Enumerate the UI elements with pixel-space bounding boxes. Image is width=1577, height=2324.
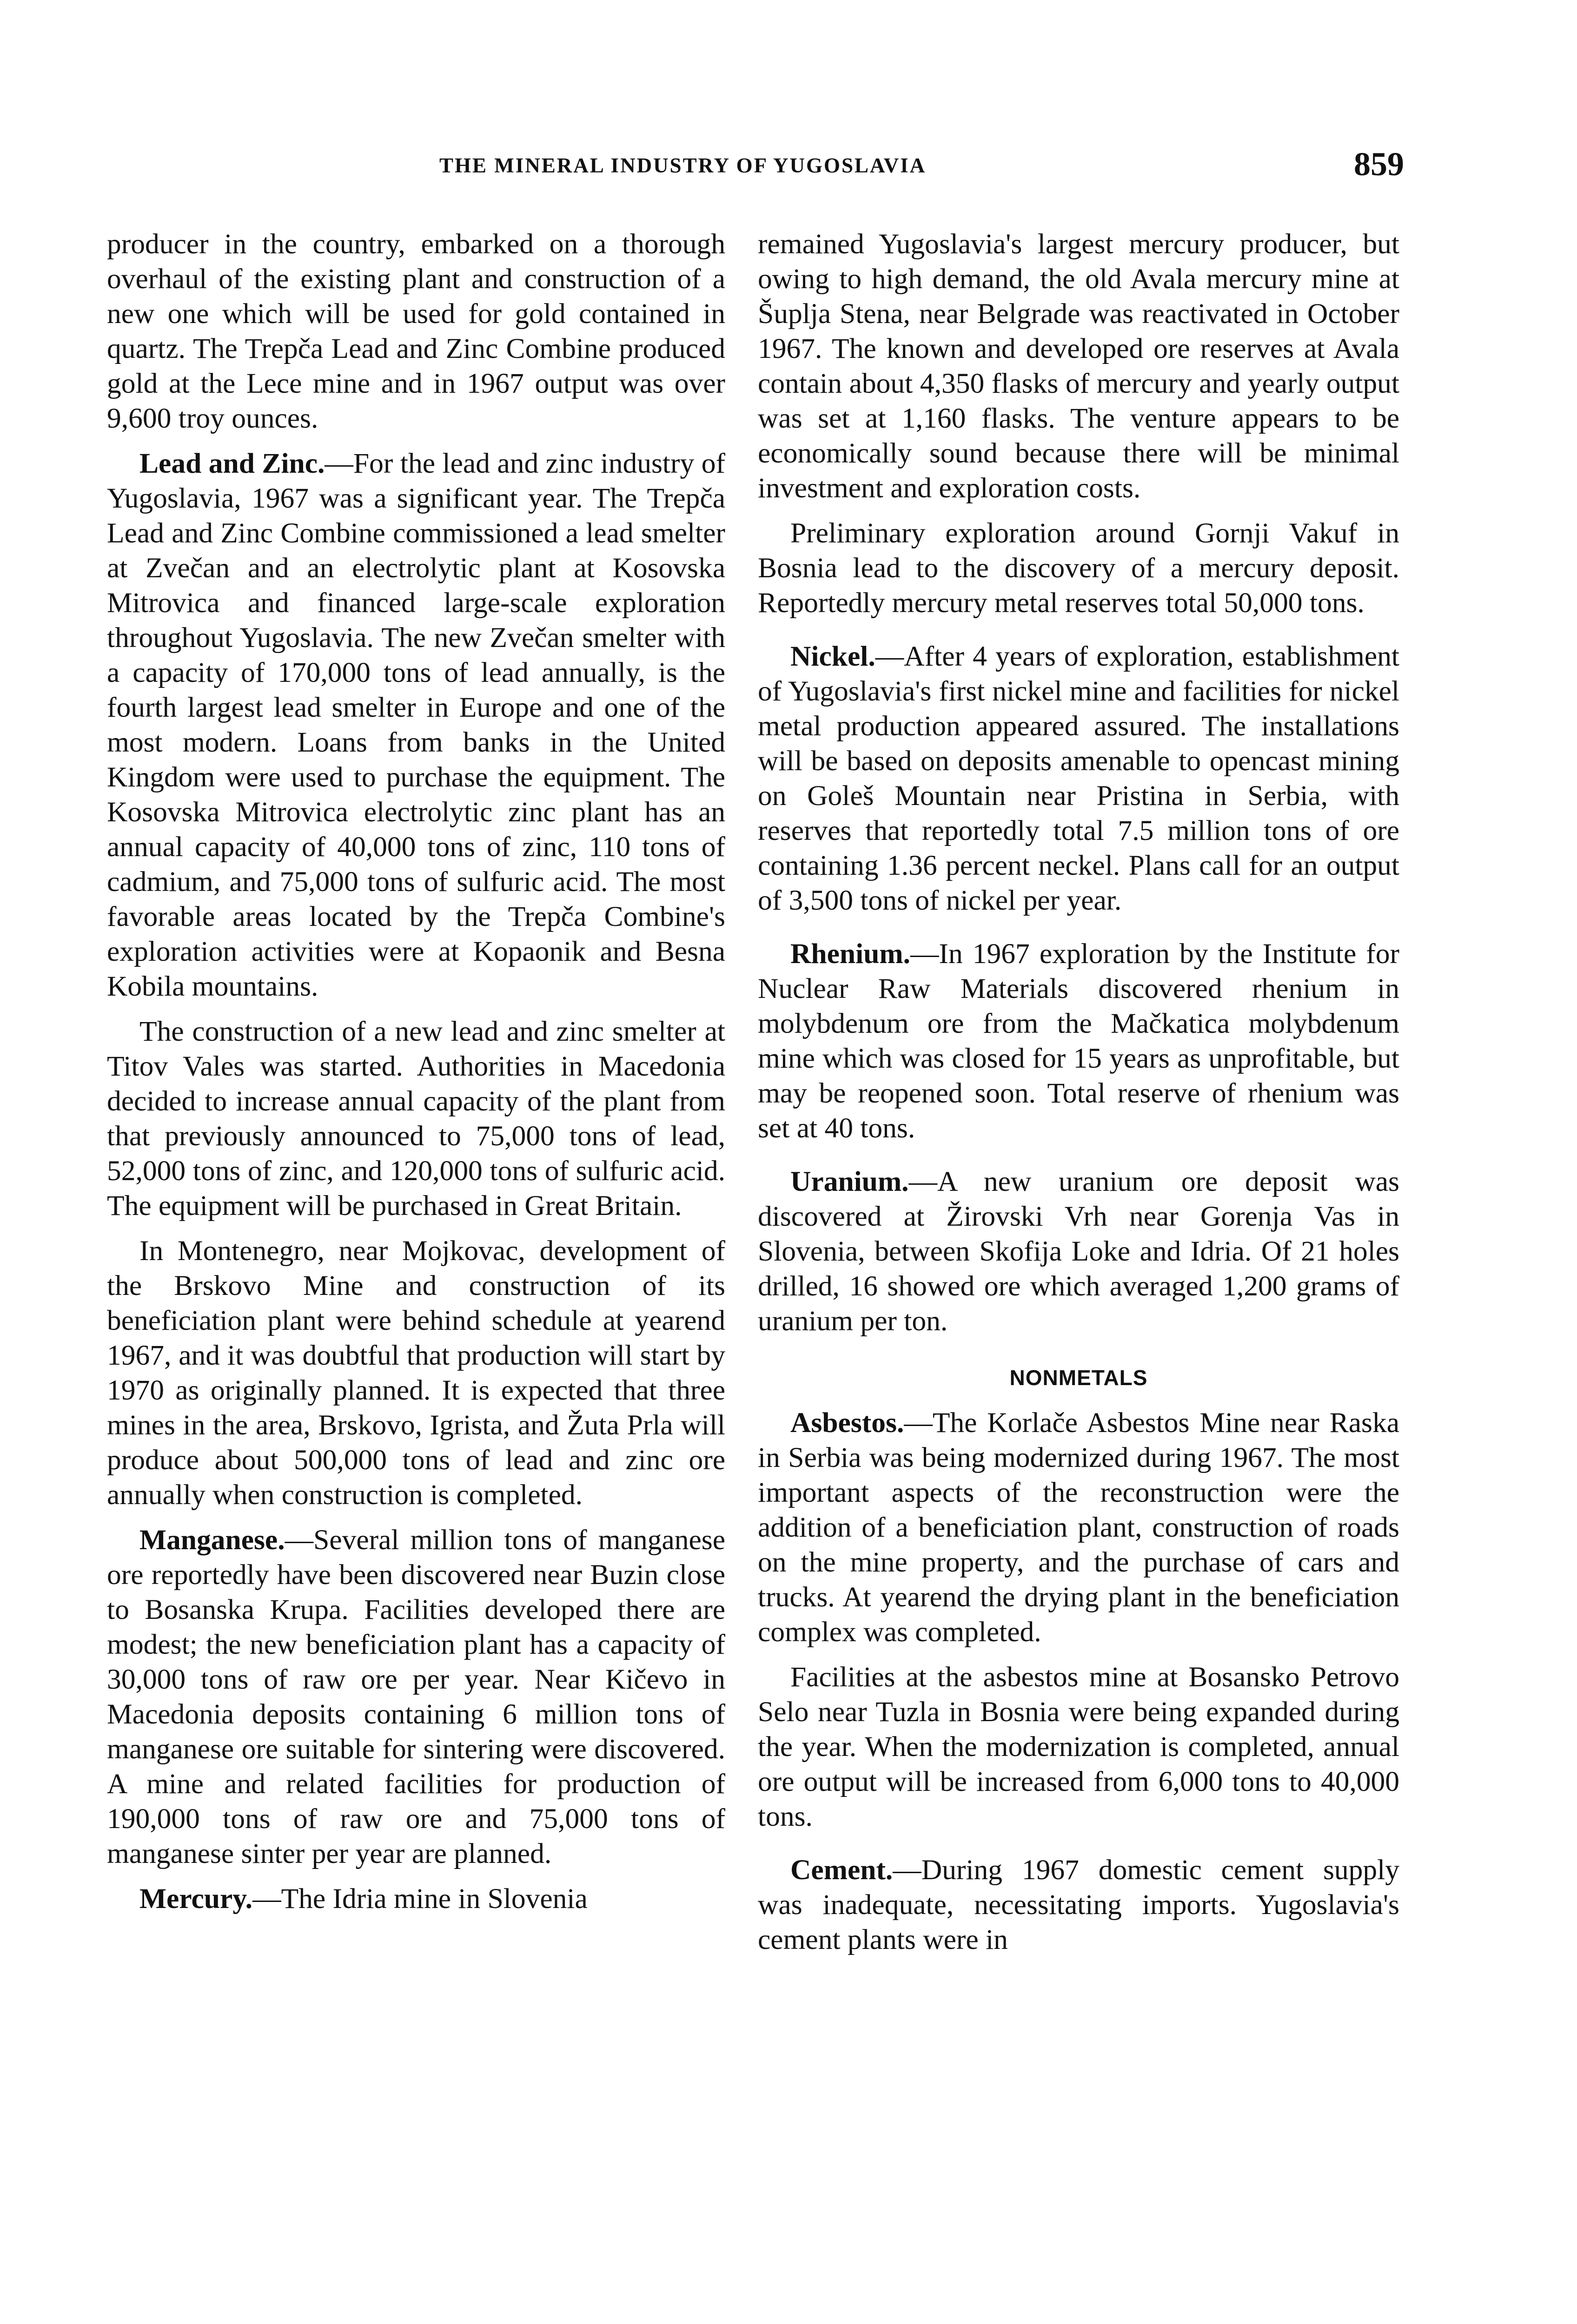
paragraph-gornji-vakuf (758, 516, 1399, 621)
paragraph-gold-continued (107, 227, 725, 436)
heading-rhenium: Rhenium. (790, 938, 911, 970)
section-heading-nonmetals: NONMETALS (1009, 1366, 1148, 1390)
paragraph-text: —During 1967 domestic cement supply was inadequate, necessitating imports. Yugoslavia's cement plants were in (758, 1854, 1399, 1955)
paragraph-text: —For the lead and zinc industry of Yugoslavia, 1967 was a significant year. The Trepča Lead and Zinc Combine commissioned a lead smelter at Zvečan and an electrolytic plant at Kosovska Mitrovica and financed large-scale exploration throughout Yugoslavia. The new Zvečan smelter with a capacity of 170,000 tons of lead annually, is the fourth largest lead smelter in Europe and one of the most modern. Loans from banks in the United Kingdom were used to purchase the equipment. The Kosovska Mitrovica electrolytic zinc plant has an annual capacity of 40,000 tons of zinc, 110 tons of cadmium, and 75,000 tons of sulfuric acid. The most favorable areas located by the Trepča Combine's exploration activities were at Kopaonik and Besna Kobila mountains. (107, 448, 725, 1002)
heading-lead-and-zinc: Lead and Zinc. (139, 448, 325, 479)
paragraph-text: producer in the country, embarked on a thorough overhaul of the existing plant and construction of a new one which will be used for gold contained in quartz. The Trepča Lead and Zinc Combine produced gold at the Lece mine and in 1967 output was over 9,600 troy ounces. (107, 228, 725, 434)
left-column (107, 227, 725, 1927)
paragraph-text: —The Idria mine in Slovenia (252, 1883, 588, 1915)
right-column (758, 227, 1399, 1967)
paragraph-titov-vales (107, 1014, 725, 1223)
paragraph-text: The construction of a new lead and zinc smelter at Titov Vales was started. Authorities in Macedonia decided to increase annual capacity of the plant from that previously announced to 75,000 tons of lead, 52,000 tons of zinc, and 120,000 tons of sulfuric acid. The equipment will be purchased in Great Britain. (107, 1016, 725, 1221)
heading-cement: Cement. (790, 1854, 893, 1886)
heading-mercury: Mercury. (139, 1883, 253, 1915)
heading-asbestos: Asbestos. (790, 1407, 904, 1439)
paragraph-asbestos (758, 1406, 1399, 1650)
heading-nickel: Nickel. (790, 640, 875, 672)
paragraph-montenegro (107, 1234, 725, 1512)
paragraph-cement (758, 1853, 1399, 1957)
paragraph-nickel (758, 639, 1399, 918)
paragraph-text: Facilities at the asbestos mine at Bosansko Petrovo Selo near Tuzla in Bosnia were being expanded during the year. When the modernization is completed, annual ore output will be increased from 6,000 tons to 40,000 tons. (758, 1661, 1399, 1832)
paragraph-text: In Montenegro, near Mojkovac, development of the Brskovo Mine and construction of its beneficiation plant were behind schedule at yearend 1967, and it was doubtful that production will start by 1970 as originally planned. It is expected that three mines in the area, Brskovo, Igrista, and Žuta Prla will produce about 500,000 tons of lead and zinc ore annually when construction is completed. (107, 1235, 725, 1511)
paragraph-mercury (107, 1882, 725, 1916)
heading-uranium: Uranium. (790, 1166, 909, 1197)
paragraph-bosansko-petrovo-selo (758, 1660, 1399, 1834)
paragraph-mercury-continued (758, 227, 1399, 506)
paragraph-rhenium (758, 937, 1399, 1146)
heading-manganese: Manganese. (139, 1524, 285, 1556)
paragraph-uranium (758, 1164, 1399, 1339)
paragraph-text: —A new uranium ore deposit was discovered at Žirovski Vrh near Gorenja Vas in Slovenia, between Skofija Loke and Idria. Of 21 holes drilled, 16 showed ore which averaged 1,200 grams of uranium per ton. (758, 1166, 1399, 1337)
paragraph-text: —After 4 years of exploration, establishment of Yugoslavia's first nickel mine and facilities for nickel metal production appeared assured. The installations will be based on deposits amenable to opencast mining on Goleš Mountain near Pristina in Serbia, with reserves that reportedly total 7.5 million tons of ore containing 1.36 percent neckel. Plans call for an output of 3,500 tons of nickel per year. (758, 640, 1399, 916)
paragraph-text: —Several million tons of manganese ore reportedly have been discovered near Buzin close to Bosanska Krupa. Facilities developed there are modest; the new beneficiation plant has a capacity of 30,000 tons of raw ore per year. Near Kičevo in Macedonia deposits containing 6 million tons of manganese ore suitable for sintering were discovered. A mine and related facilities for production of 190,000 tons of raw ore and 75,000 tons of manganese sinter per year are planned. (107, 1524, 725, 1869)
paragraph-text: —The Korlače Asbestos Mine near Raska in Serbia was being modernized during 1967. The most important aspects of the reconstruction were the addition of a beneficiation plant, construction of roads on the mine property, and the purchase of cars and trucks. At yearend the drying plant in the beneficiation complex was completed. (758, 1407, 1399, 1648)
paragraph-lead-and-zinc (107, 446, 725, 1004)
page-number: 859 (1354, 145, 1404, 183)
paragraph-manganese (107, 1523, 725, 1871)
running-title: THE MINERAL INDUSTRY OF YUGOSLAVIA (439, 154, 927, 177)
paragraph-text: —In 1967 exploration by the Institute for Nuclear Raw Materials discovered rhenium in molybdenum ore from the Mačkatica molybdenum mine which was closed for 15 years as unprofitable, but may be reopened soon. Total reserve of rhenium was set at 40 tons. (758, 938, 1399, 1144)
paragraph-text: Preliminary exploration around Gornji Vakuf in Bosnia lead to the discovery of a mercury deposit. Reportedly mercury metal reserves total 50,000 tons. (758, 517, 1399, 619)
running-header (107, 145, 1404, 187)
paragraph-text: remained Yugoslavia's largest mercury producer, but owing to high demand, the old Avala mercury mine at Šuplja Stena, near Belgrade was reactivated in October 1967. The known and developed ore reserves at Avala contain about 4,350 flasks of mercury and yearly output was set at 1,160 flasks. The venture appears to be economically sound because there will be minimal investment and exploration costs. (758, 228, 1399, 504)
